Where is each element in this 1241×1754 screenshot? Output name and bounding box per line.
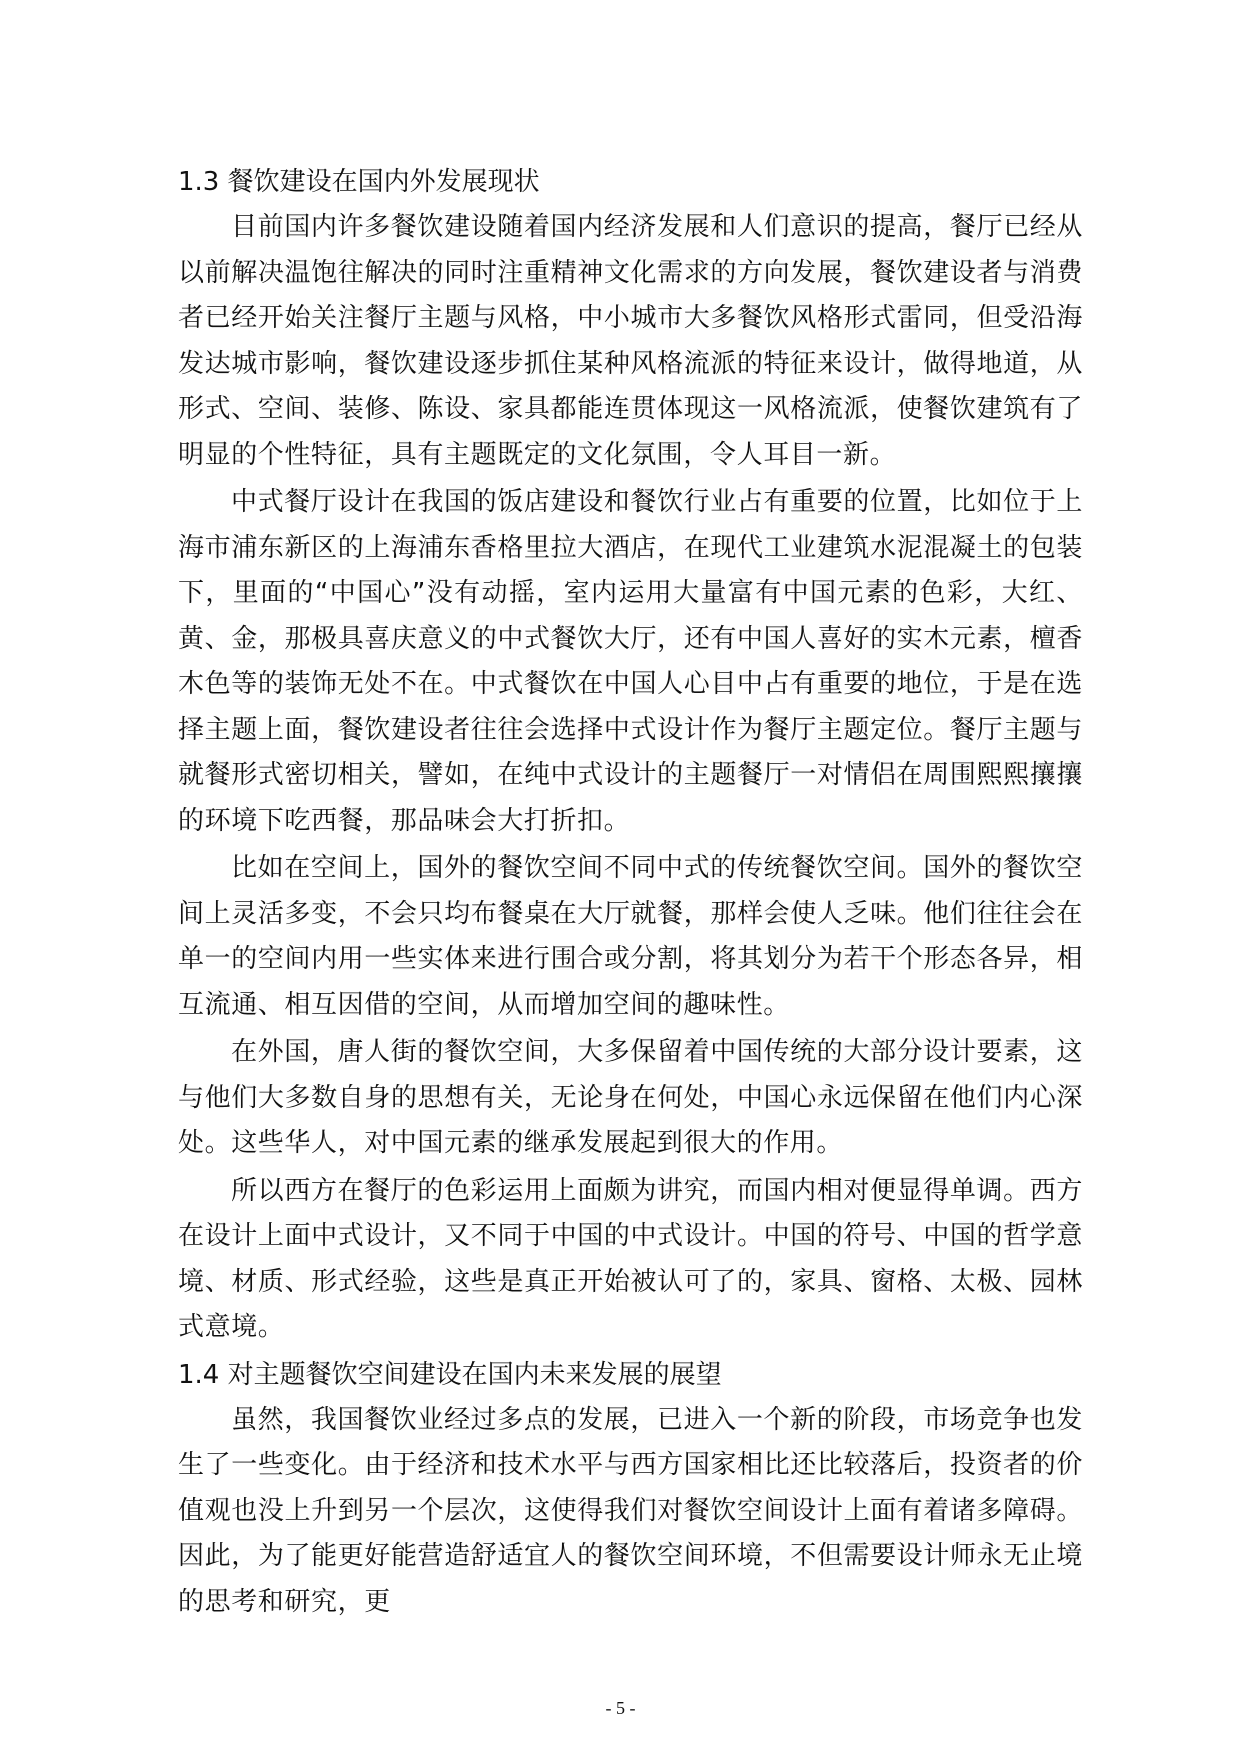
- paragraph-5: 所以西方在餐厅的色彩运用上面颇为讲究，而国内相对便显得单调。西方在设计上面中式设计，又不同于中国的中式设计。中国的符号、中国的哲学意境、材质、形式经验，这些是真正开始被认可了的，家具、窗格、太极、园林式意境。: [178, 1175, 1083, 1342]
- paragraph-6: 虽然，我国餐饮业经过多点的发展，已进入一个新的阶段，市场竞争也发生了一些变化。由于经济和技术水平与西方国家相比还比较落后，投资者的价值观也没上升到另一个层次，这使得我们对餐饮空间设计上面有着诸多障碍。因此，为了能更好能营造舒适宜人的餐饮空间环境，不但需要设计师永无止境的思考和研究，更: [178, 1404, 1083, 1617]
- paragraph-3: 比如在空间上，国外的餐饮空间不同中式的传统餐饮空间。国外的餐饮空间上灵活多变，不会只均布餐桌在大厅就餐，那样会使人乏味。他们往往会在单一的空间内用一些实体来进行围合或分割，将其划分为若干个形态各异，相互流通、相互因借的空间，从而增加空间的趣味性。: [178, 853, 1083, 1020]
- page-number: - 5 -: [605, 1698, 636, 1718]
- paragraph-1: 目前国内许多餐饮建设随着国内经济发展和人们意识的提高，餐厅已经从以前解决温饱往解决的同时注重精神文化需求的方向发展，餐饮建设者与消费者已经开始关注餐厅主题与风格，中小城市大多餐饮风格形式雷同，但受沿海发达城市影响，餐饮建设逐步抓住某种风格流派的特征来设计，做得地道，从形式、空间、装修、陈设、家具都能连贯体现这一风格流派，使餐饮建筑有了明显的个性特征，具有主题既定的文化氛围，令人耳目一新。: [178, 212, 1083, 470]
- page-body: [178, 160, 1083, 1627]
- paragraph-4: 在外国，唐人街的餐饮空间，大多保留着中国传统的大部分设计要素，这与他们大多数自身的思想有关，无论身在何处，中国心永远保留在他们内心深处。这些华人，对中国元素的继承发展起到很大的作用。: [178, 1037, 1083, 1158]
- paragraph-2: 中式餐厅设计在我国的饭店建设和餐饮行业占有重要的位置，比如位于上海市浦东新区的上海浦东香格里拉大酒店，在现代工业建筑水泥混凝土的包装下，里面的“中国心”没有动摇，室内运用大量富有中国元素的色彩，大红、黄、金，那极具喜庆意义的中式餐饮大厅，还有中国人喜好的实木元素，檀香木色等的装饰无处不在。中式餐饮在中国人心目中占有重要的地位，于是在选择主题上面，餐饮建设者往往会选择中式设计作为餐厅主题定位。餐厅主题与就餐形式密切相关，譬如，在纯中式设计的主题餐厅一对情侣在周围熙熙攘攘的环境下吃西餐，那品味会大打折扣。: [178, 487, 1083, 836]
- section-heading-1-4: 1.4 对主题餐饮空间建设在国内未来发展的展望: [178, 1359, 722, 1390]
- section-heading-1-3: 1.3 餐饮建设在国内外发展现状: [178, 167, 540, 197]
